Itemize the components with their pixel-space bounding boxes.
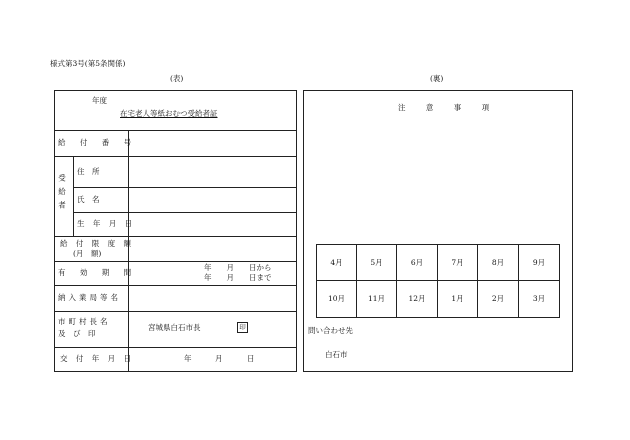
month-cell: 4月 [316, 244, 357, 281]
month-cell: 3月 [518, 280, 560, 318]
address-label: 住 所 [77, 167, 100, 176]
benefit-number-label: 給 付 番 号 [58, 138, 138, 147]
month-cell: 6月 [396, 244, 438, 281]
mayor-label-1: 市町村長名 [58, 317, 111, 326]
mayor-label-2: 及 び 印 [58, 329, 96, 338]
front-label: (表) [170, 74, 184, 83]
seal-mark: 印 [237, 322, 248, 333]
issue-year: 年 [184, 354, 192, 363]
month-cell: 2月 [477, 280, 519, 318]
month-cell: 9月 [518, 244, 560, 281]
issue-day: 日 [247, 354, 255, 363]
back-label: (裏) [430, 74, 444, 83]
birth-date-label: 生 年 月 日 [77, 219, 136, 228]
name-label: 氏 名 [77, 195, 100, 204]
month-cell: 12月 [396, 280, 438, 318]
supplier-label: 納入業局等名 [58, 293, 121, 302]
benefit-limit-sub: (月 額) [73, 249, 102, 258]
recipient-label: 受給者 [57, 174, 67, 215]
month-cell: 8月 [477, 244, 519, 281]
contact-value: 白石市 [325, 350, 348, 359]
month-grid [316, 244, 560, 318]
benefit-limit-label: 給 付 限 度 額 [60, 239, 135, 248]
card-title: 在宅老人等紙おむつ受給者証 [120, 109, 218, 118]
form-number: 様式第3号(第5条関係) [50, 59, 126, 68]
issue-date-label: 交 付 年 月 日 [60, 354, 135, 363]
issue-month: 月 [215, 354, 223, 363]
month-cell: 5月 [356, 244, 397, 281]
month-cell: 11月 [356, 280, 397, 318]
month-cell: 10月 [316, 280, 357, 318]
valid-period-label: 有 効 期 間 [58, 268, 138, 277]
notes-title: 注 意 事 項 [398, 103, 499, 112]
period-to: 年 月 日まで [204, 273, 272, 282]
month-cell: 1月 [437, 280, 478, 318]
fiscal-year-label: 年度 [92, 96, 107, 105]
contact-label: 問い合わせ先 [308, 326, 353, 335]
month-cell: 7月 [437, 244, 478, 281]
mayor-value: 宮城県白石市長 [148, 323, 201, 332]
period-from: 年 月 日から [204, 263, 272, 272]
